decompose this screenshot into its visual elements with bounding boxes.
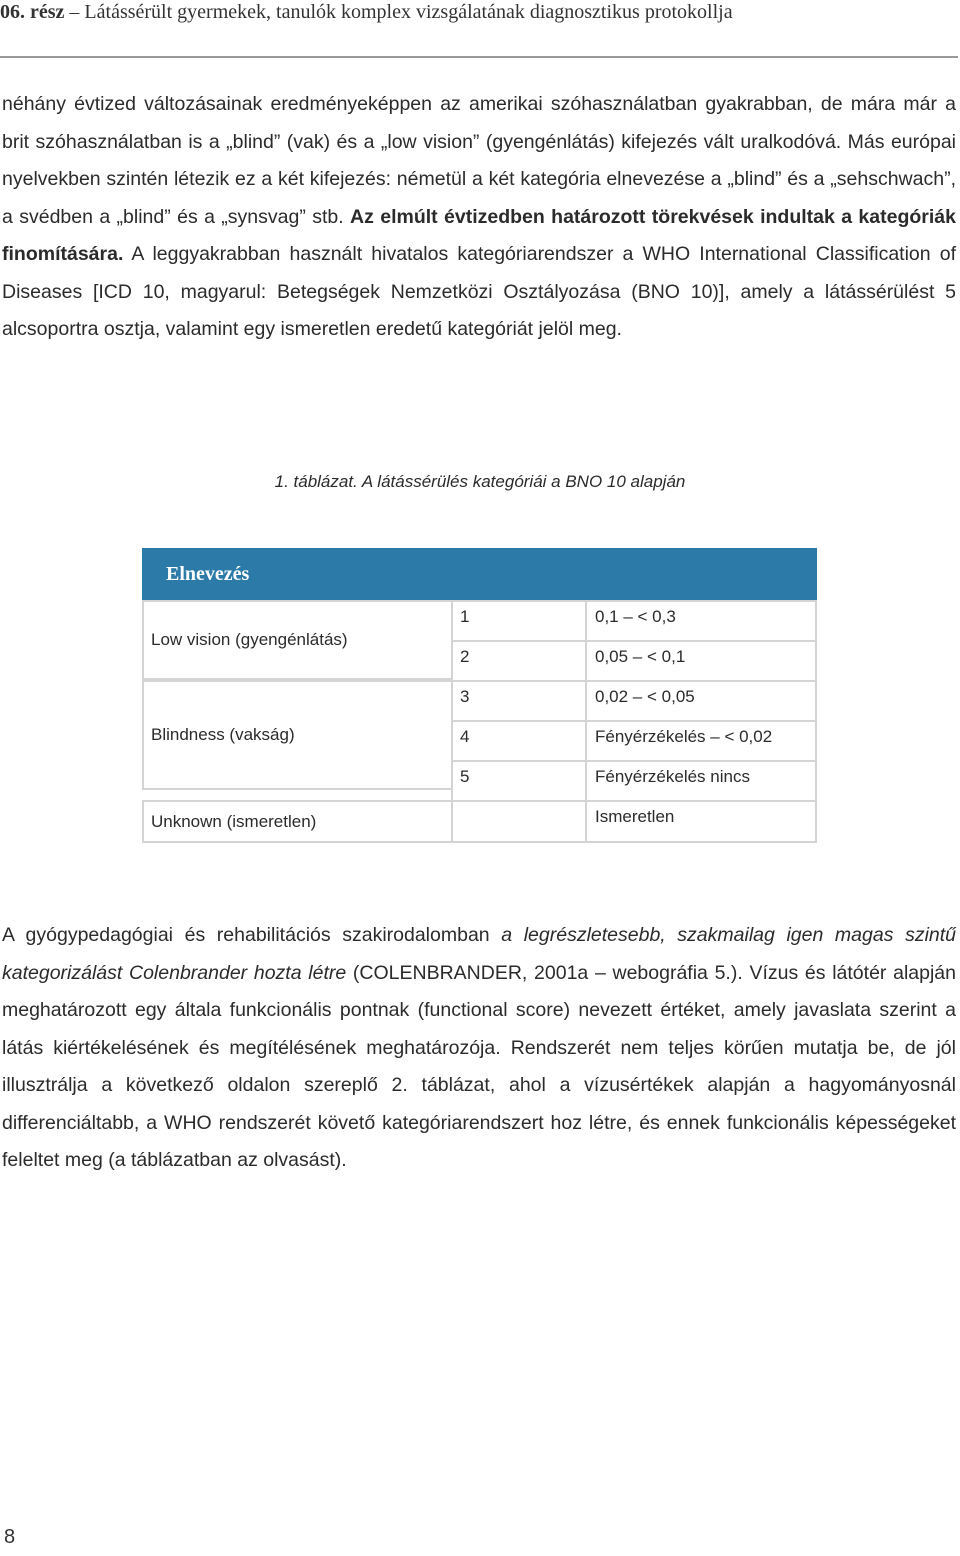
paragraph-2-text-b: (COLENBRANDER, 2001a – webográfia 5.). Vízus és látótér alapján meghatározott egy általa funkcionális pontnak (functional score) nevezett értéket, amely javaslata szerint a látás kiértékelésének és megítélésének meghatározója. Rendszerét nem teljes körűen mutatja be, de jól illusztrálja a következő oldalon szereplő 2. táblázat, ahol a vízusértékek alapján a hagyományosnál differenciáltabb, a WHO rendszerét követő kategóriarendszert hoz létre, és ennek funkcionális képességeket feleltet meg (a táblázatban az olvasást). (2, 961, 956, 1171)
visus-range: 0,1 – < 0,3 (595, 607, 676, 626)
category-number: 5 (460, 767, 470, 786)
paragraph-1-text-b: A leggyakrabban használt hivatalos kategóriarendszer a WHO International Classification of Diseases [ICD 10, magyarul: Betegségek Nemzetközi Osztályozása (BNO 10)], amely a látássérülést 5 alcsoportra osztja, valamint egy ismeretlen eredetű kategóriát jelöl meg. (2, 243, 956, 340)
header-divider (0, 56, 958, 58)
page-number: 8 (4, 1526, 16, 1548)
visus-range: Fényérzékelés nincs (595, 767, 750, 786)
category-number-cell (451, 640, 587, 682)
visus-range: Ismeretlen (595, 807, 675, 826)
visus-range-cell (585, 760, 817, 802)
category-number: 4 (460, 727, 470, 746)
visus-range: 0,02 – < 0,05 (595, 687, 695, 706)
category-number-cell (451, 800, 587, 843)
visus-range-cell (585, 680, 817, 722)
visus-range: 0,05 – < 0,1 (595, 647, 686, 666)
category-number-cell (451, 760, 587, 802)
category-number: 3 (460, 687, 470, 706)
category-number-cell (451, 720, 587, 762)
header-title: – Látássérült gyermekek, tanulók komplex vizsgálatának diagnosztikus protokollja (64, 1, 733, 23)
table-caption: 1. táblázat. A látássérülés kategóriái a BNO 10 alapján (274, 472, 686, 491)
paragraph-2-text-a: A gyógypedagógiai és rehabilitációs szakirodalomban (2, 924, 502, 946)
group-label: Low vision (gyengénlátás) (151, 630, 348, 649)
category-number-cell (451, 680, 587, 722)
paragraph-2-italic: a legrészletesebb, szakmailag igen magas szintű kategorizálást Colenbrander hozta létre (2, 924, 957, 984)
visus-range-cell (585, 800, 817, 843)
part-label: 06. rész (0, 1, 65, 23)
paragraph-1-bold: Az elmúlt évtizedben határozott törekvések indultak a kategóriák finomítására. (2, 205, 956, 265)
visus-range-cell (585, 720, 817, 762)
paragraph-2 (2, 917, 956, 1180)
running-header (0, 0, 960, 24)
group-label: Unknown (ismeretlen) (151, 811, 317, 831)
group-label: Blindness (vakság) (151, 725, 295, 744)
category-number: 2 (460, 647, 470, 666)
table-header: Elnevezés (142, 548, 817, 600)
paragraph-1 (2, 86, 956, 349)
group-blindness (142, 680, 453, 790)
category-number: 1 (460, 607, 470, 626)
paragraph-1-text-a: néhány évtized változásainak eredményeképpen az amerikai szóhasználatban gyakrabban, de mára már a brit szóhasználatban is a „blind” (vak) és a „low vision” (gyengénlátás) kifejezés vált uralkodóvá. Más európai nyelvekben szintén létezik ez a két kifejezés: németül a két kategória elnevezése a „blind” és a „sehschwach”, a svédben a „blind” és a „synsvag” stb. (2, 93, 956, 228)
category-table (142, 548, 817, 843)
category-number-cell (451, 600, 587, 642)
visus-range: Fényérzékelés – < 0,02 (595, 727, 773, 746)
visus-range-cell (585, 640, 817, 682)
group-unknown (142, 800, 453, 843)
visus-range-cell (585, 600, 817, 642)
group-low-vision (142, 600, 453, 680)
